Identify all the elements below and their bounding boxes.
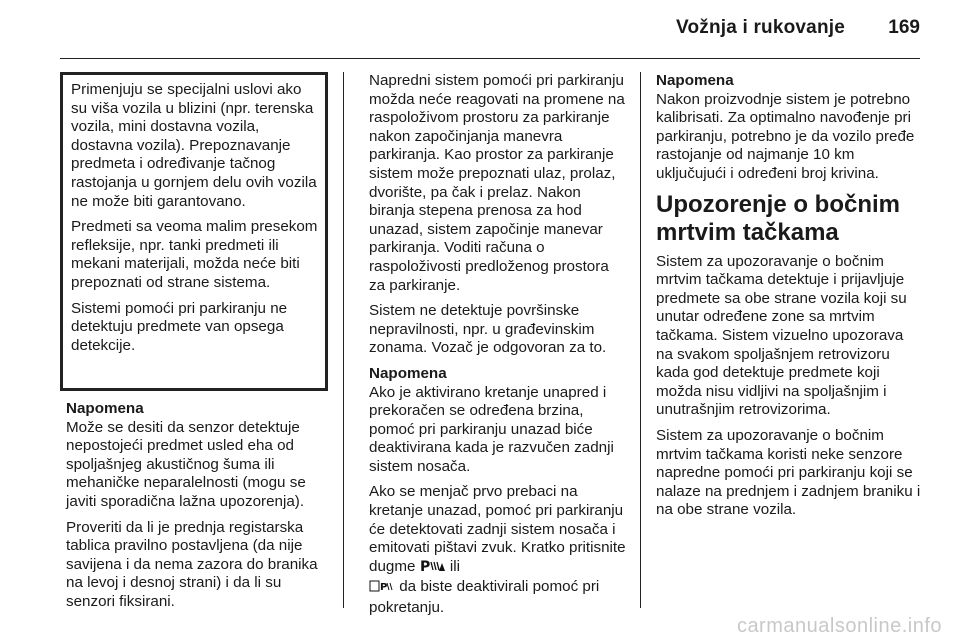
paragraph xyxy=(369,483,627,617)
warning-paragraph-2: Predmeti sa veoma malim presekom refleksije, npr. tanki predmeti ili mekani materijali, možda neće biti prepoznati od strane sistema. xyxy=(71,218,318,291)
warning-box xyxy=(60,72,328,391)
paragraph: Proveriti da li je prednja registarska tablica pravilno postavljena (da nije savijena i da nema zazora do branika na levoj i desnoj strani) i da li su senzori fiksirani. xyxy=(66,518,318,610)
note-label: Napomena xyxy=(369,364,447,382)
warning-paragraph-1: Primenjuju se specijalni uslovi ako su viša vozila u blizini (npr. terenska vozila, mini dostavna vozila, dostavna vozila). Prepoznavanje predmeta i određivanje tačnog rastojanja u gornjem delu ovih vozila ne može biti garantovano. xyxy=(71,81,317,210)
paragraph-text: ili xyxy=(449,557,461,575)
column-2 xyxy=(369,72,627,625)
warning-paragraph-3: Sistemi pomoći pri parkiranju ne detektuju predmete van opsega detekcije. xyxy=(71,299,288,354)
page-number: 169 xyxy=(888,17,920,38)
watermark: carmanualsonline.info xyxy=(736,615,942,637)
column-1 xyxy=(66,400,328,619)
paragraph-text: da biste deaktivirali pomoć pri pokretanju. xyxy=(369,578,600,617)
paragraph: Sistem za upozoravanje o bočnim mrtvim tačkama detektuje i prijavljuje predmete sa obe strane vozila koji su unutar određene zone sa mrtvim tačkama. Sistem vizuelno upozorava na svakom spoljašnjem retrovizoru kada god detektuje predmete koji možda nisu vidljivi na spoljašnjim i unutrašnjim retrovizorima. xyxy=(656,252,907,419)
column-3 xyxy=(656,72,922,527)
svg-text:P: P xyxy=(380,582,388,594)
svg-text:P: P xyxy=(419,558,430,573)
note-text: Ako je aktivirano kretanje unapred i prekoračen se određena brzina, pomoć pri parkiranju unazad biće deaktivirana kada je razvučen zadnji sistem nosača. xyxy=(369,383,614,475)
column-divider xyxy=(640,72,641,608)
header-divider xyxy=(60,58,920,59)
paragraph: Napredni sistem pomoći pri parkiranju možda neće reagovati na promene na raspoloživom prostoru za parkiranje nakon započinjanja manevra parkiranja. Kao prostor za parkiranje sistem može prepoznati ulaz, prolaz, dvorište, pa čak i prelaz. Nakon biranja stepena prenosa za hod unazad, sistem započinje manevar parkiranja. Voditi računa o raspoloživosti predloženog prostora za parkiranje. xyxy=(369,72,625,294)
note-label: Napomena xyxy=(66,400,144,417)
paragraph: Sistem za upozoravanje o bočnim mrtvim tačkama koristi neke senzore napredne pomoći pri parkiranju koji se nalaze na prednjem i zadnjem braniku i na obe strane vozila. xyxy=(656,426,921,519)
note-text: Može se desiti da senzor detektuje nepostojeći predmet usled eha od spoljašnjeg akustičnog šuma ili mehaničke neparalelnosti (mogu se javiti sporadična lažna upozorenja). xyxy=(66,418,306,510)
paragraph-text: Ako se menjač prvo prebaci na kretanje unazad, pomoć pri parkiranju će detektovati zadnji sistem nosača i emitovati pištavi zvuk. Kratko pritisnite dugme xyxy=(369,483,626,575)
note-text: Nakon proizvodnje sistem je potrebno kalibrisati. Za optimalno navođenje pri parkiranju, potrebno je da vozilo pređe rastojanje od najmanje 10 km uključujući i određeni broj krivina. xyxy=(656,90,915,182)
page-header xyxy=(0,0,960,60)
park-assist-icon xyxy=(420,559,446,579)
section-heading: Upozorenje o bočnim mrtvim tačkama xyxy=(656,190,901,246)
park-assist-small-icon xyxy=(369,579,395,599)
section-title: Vožnja i rukovanje xyxy=(675,17,845,38)
column-divider xyxy=(343,72,344,608)
paragraph: Sistem ne detektuje površinske nepravilnosti, npr. u građevinskim zonama. Vozač je odgovoran za to. xyxy=(369,302,607,357)
note-label: Napomena xyxy=(656,72,734,89)
